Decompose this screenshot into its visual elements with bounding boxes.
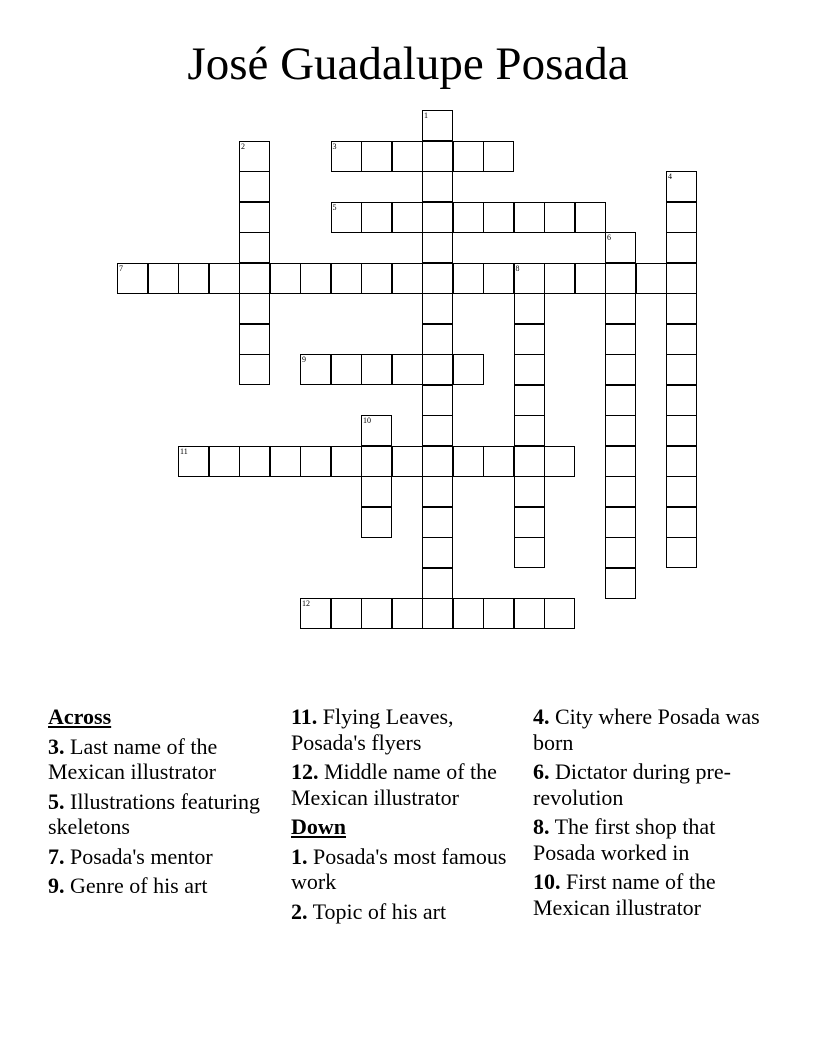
grid-cell[interactable] <box>331 202 362 233</box>
grid-cell[interactable] <box>605 324 636 355</box>
grid-cell[interactable] <box>239 141 270 172</box>
grid-cell[interactable] <box>514 476 545 507</box>
clue-text: Last name of the Mexican illustrator <box>48 733 218 784</box>
clue-number: 11. <box>291 704 318 729</box>
grid-cell[interactable] <box>666 354 697 385</box>
clue-column-2 <box>291 704 516 928</box>
clue-number: 9. <box>48 873 65 898</box>
grid-cell[interactable] <box>514 263 545 294</box>
grid-cell[interactable] <box>422 202 453 233</box>
grid-cell[interactable] <box>239 202 270 233</box>
grid-cell[interactable] <box>392 354 423 385</box>
grid-cell[interactable] <box>514 354 545 385</box>
grid-cell[interactable] <box>239 232 270 263</box>
grid-cell[interactable] <box>483 263 514 294</box>
clue-across-12 <box>291 759 516 810</box>
grid-cell[interactable] <box>666 476 697 507</box>
grid-cell[interactable] <box>361 446 392 477</box>
grid-cell[interactable] <box>605 263 636 294</box>
cell-number: 7 <box>119 263 123 273</box>
grid-cell[interactable] <box>422 568 453 599</box>
grid-cell[interactable] <box>148 263 179 294</box>
grid-cell[interactable] <box>483 202 514 233</box>
grid-cell[interactable] <box>544 263 575 294</box>
grid-cell[interactable] <box>453 446 484 477</box>
grid-cell[interactable] <box>331 141 362 172</box>
clue-column-3 <box>533 704 778 924</box>
grid-cell[interactable] <box>605 293 636 324</box>
clue-across-3 <box>48 734 268 785</box>
grid-cell[interactable] <box>392 141 423 172</box>
grid-cell[interactable] <box>666 232 697 263</box>
grid-cell[interactable] <box>422 232 453 263</box>
grid-cell[interactable] <box>605 537 636 568</box>
clue-down-8 <box>533 814 778 865</box>
clue-text: Genre of his art <box>70 873 208 898</box>
clue-text: Illustrations featuring skeletons <box>48 788 261 839</box>
clue-column-1 <box>48 704 268 903</box>
grid-cell[interactable] <box>666 171 697 202</box>
cell-number: 8 <box>515 263 520 273</box>
grid-cell[interactable] <box>605 415 636 446</box>
grid-cell[interactable] <box>514 415 545 446</box>
grid-cell[interactable] <box>575 202 606 233</box>
grid-cell[interactable] <box>331 354 362 385</box>
grid-cell[interactable] <box>392 263 423 294</box>
grid-cell[interactable] <box>331 598 362 629</box>
clue-text: Flying Leaves, Posada's flyers <box>291 704 454 755</box>
grid-cell[interactable] <box>209 446 240 477</box>
clue-down-6 <box>533 759 778 810</box>
clue-text: City where Posada was born <box>533 704 760 755</box>
grid-cell[interactable] <box>453 354 484 385</box>
grid-cell[interactable] <box>422 507 453 538</box>
grid-cell[interactable] <box>514 324 545 355</box>
grid-cell[interactable] <box>422 171 453 202</box>
grid-cell[interactable] <box>422 476 453 507</box>
grid-cell[interactable] <box>453 202 484 233</box>
grid-cell[interactable] <box>422 537 453 568</box>
cell-number: 1 <box>424 111 428 120</box>
cell-number: 5 <box>332 202 337 212</box>
across-heading: Across <box>48 704 112 729</box>
grid-cell[interactable] <box>392 446 423 477</box>
grid-cell[interactable] <box>300 263 331 294</box>
grid-cell[interactable] <box>453 141 484 172</box>
grid-cell[interactable] <box>361 263 392 294</box>
clue-number: 5. <box>48 788 65 814</box>
grid-cell[interactable] <box>300 354 331 385</box>
grid-cell[interactable] <box>331 446 362 477</box>
grid-cell[interactable] <box>666 507 697 538</box>
cell-number: 2 <box>241 141 245 151</box>
clue-text: Posada's most famous work <box>291 843 507 894</box>
cell-number: 10 <box>363 416 371 425</box>
clue-number: 4. <box>533 704 550 729</box>
clue-text: Topic of his art <box>312 898 447 924</box>
grid-cell[interactable] <box>361 507 392 538</box>
grid-cell[interactable] <box>575 263 606 294</box>
grid-cell[interactable] <box>361 476 392 507</box>
grid-cell[interactable] <box>605 385 636 416</box>
grid-cell[interactable] <box>605 568 636 599</box>
clue-down-4 <box>533 704 778 755</box>
clue-number: 8. <box>533 814 550 839</box>
grid-cell[interactable] <box>514 598 545 629</box>
grid-cell[interactable] <box>422 354 453 385</box>
grid-cell[interactable] <box>453 263 484 294</box>
grid-cell[interactable] <box>392 598 423 629</box>
grid-cell[interactable] <box>422 598 453 629</box>
grid-cell[interactable] <box>422 110 453 141</box>
cell-number: 12 <box>302 599 310 608</box>
grid-cell[interactable] <box>544 598 575 629</box>
clue-across-9 <box>48 873 268 899</box>
grid-cell[interactable] <box>514 202 545 233</box>
grid-cell[interactable] <box>300 598 331 629</box>
grid-cell[interactable] <box>361 415 392 446</box>
clue-text: Posada's mentor <box>70 843 213 869</box>
clue-text: First name of the Mexican illustrator <box>533 869 716 920</box>
clue-number: 6. <box>533 759 550 784</box>
grid-cell[interactable] <box>422 415 453 446</box>
grid-cell[interactable] <box>361 354 392 385</box>
grid-cell[interactable] <box>666 537 697 568</box>
clue-number: 1. <box>291 843 308 869</box>
down-heading: Down <box>291 814 347 839</box>
cell-number: 9 <box>302 355 306 364</box>
grid-cell[interactable] <box>483 141 514 172</box>
grid-cell[interactable] <box>422 385 453 416</box>
clue-across-5 <box>48 789 268 840</box>
grid-cell[interactable] <box>666 446 697 477</box>
grid-cell[interactable] <box>422 324 453 355</box>
clue-text: The first shop that Posada worked in <box>533 814 716 865</box>
grid-cell[interactable] <box>361 202 392 233</box>
grid-cell[interactable] <box>300 446 331 477</box>
grid-cell[interactable] <box>605 446 636 477</box>
cell-number: 3 <box>332 141 337 151</box>
cell-number: 4 <box>668 172 672 181</box>
grid-cell[interactable] <box>392 202 423 233</box>
clue-number: 12. <box>291 759 319 784</box>
grid-cell[interactable] <box>666 202 697 233</box>
clue-down-10 <box>533 869 778 920</box>
clue-across-7 <box>48 844 268 870</box>
grid-cell[interactable] <box>239 171 270 202</box>
clue-number: 3. <box>48 733 65 759</box>
grid-cell[interactable] <box>453 598 484 629</box>
clue-text: Middle name of the Mexican illustrator <box>291 759 497 810</box>
grid-cell[interactable] <box>514 537 545 568</box>
grid-cell[interactable] <box>178 263 209 294</box>
grid-cell[interactable] <box>605 354 636 385</box>
grid-cell[interactable] <box>117 263 148 294</box>
clue-across-11 <box>291 704 516 755</box>
grid-cell[interactable] <box>605 507 636 538</box>
grid-cell[interactable] <box>270 263 301 294</box>
grid-cell[interactable] <box>544 446 575 477</box>
clue-number: 2. <box>291 898 308 924</box>
grid-cell[interactable] <box>422 293 453 324</box>
grid-cell[interactable] <box>605 476 636 507</box>
grid-cell[interactable] <box>178 446 209 477</box>
grid-cell[interactable] <box>483 446 514 477</box>
grid-cell[interactable] <box>239 446 270 477</box>
grid-cell[interactable] <box>666 324 697 355</box>
grid-cell[interactable] <box>514 385 545 416</box>
grid-cell[interactable] <box>361 141 392 172</box>
grid-cell[interactable] <box>514 446 545 477</box>
grid-cell[interactable] <box>666 293 697 324</box>
grid-cell[interactable] <box>270 446 301 477</box>
grid-cell[interactable] <box>666 385 697 416</box>
grid-cell[interactable] <box>636 263 667 294</box>
grid-cell[interactable] <box>239 293 270 324</box>
grid-cell[interactable] <box>544 202 575 233</box>
grid-cell[interactable] <box>514 293 545 324</box>
grid-cell[interactable] <box>239 354 270 385</box>
grid-cell[interactable] <box>422 446 453 477</box>
cell-number: 6 <box>607 233 611 242</box>
clue-down-2 <box>291 899 516 925</box>
page-title: José Guadalupe Posada <box>187 38 629 90</box>
cell-number: 11 <box>180 446 188 456</box>
grid-cell[interactable] <box>605 232 636 263</box>
grid-cell[interactable] <box>514 507 545 538</box>
grid-cell[interactable] <box>483 598 514 629</box>
grid-cell[interactable] <box>422 263 453 294</box>
clue-number: 10. <box>533 869 561 894</box>
grid-cell[interactable] <box>361 598 392 629</box>
grid-cell[interactable] <box>209 263 240 294</box>
clue-down-1 <box>291 844 516 895</box>
grid-cell[interactable] <box>422 141 453 172</box>
grid-cell[interactable] <box>331 263 362 294</box>
grid-cell[interactable] <box>239 263 270 294</box>
grid-cell[interactable] <box>666 263 697 294</box>
clue-number: 7. <box>48 843 65 869</box>
clue-text: Dictator during pre-revolution <box>533 759 731 810</box>
grid-cell[interactable] <box>666 415 697 446</box>
grid-cell[interactable] <box>239 324 270 355</box>
